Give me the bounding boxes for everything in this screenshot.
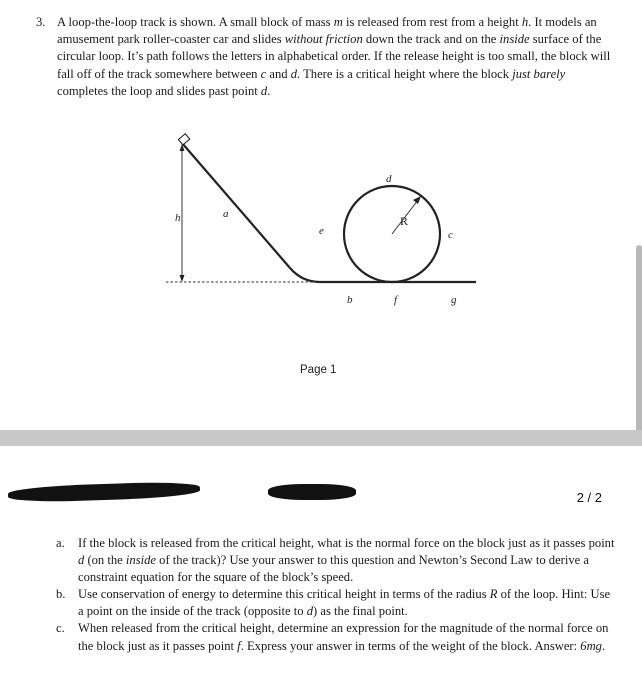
part-label: c. [56, 621, 65, 636]
label-f: f [394, 294, 398, 306]
vertical-scrollbar[interactable] [636, 245, 642, 445]
question-part-a [56, 535, 616, 586]
label-d: d [386, 173, 392, 185]
question-part-b [56, 586, 616, 620]
part-text: If the block is released from the critical height, what is the normal force on the block just as it passes point d (on the inside of the track)? Use your answer to this question and Newton’s Second Law to derive a constraint equation for the square of the block’s speed. [78, 536, 615, 585]
label-h: h [175, 212, 181, 224]
problem-number: 3. [36, 15, 46, 29]
part-label: a. [56, 536, 65, 550]
page-number: 2 / 2 [576, 490, 602, 505]
block-icon [178, 134, 189, 145]
question-parts [56, 535, 616, 655]
page-label: Page 1 [300, 364, 337, 376]
part-text: When released from the critical height, determine an expression for the magnitude of the normal force on the block just as it passes point f. Express your answer in terms of the weight of the block. Answer: 6mg. [78, 621, 609, 653]
label-a: a [223, 208, 229, 220]
problem-text: A loop-the-loop track is shown. A small block of mass m is released from rest from a height h. It models an amusement park roller-coaster car and slides without friction down the track and on the inside surface of the circular loop. It’s path follows the letters in alphabetical order. If the release height is too small, the block will fall off of the track somewhere between c and d. There is a critical height where the block just barely completes the loop and slides past point d. [57, 15, 611, 98]
loop-track-figure [150, 130, 490, 320]
problem-statement [36, 14, 611, 100]
redaction-scribble [8, 481, 200, 504]
label-b: b [347, 294, 353, 306]
radius-arrowhead [413, 196, 421, 204]
ramp-line [182, 143, 290, 268]
part-text: Use conservation of energy to determine this critical height in terms of the radius R of the loop. Hint: Use a point on the inside of the track (opposite to d) as the final point. [78, 587, 611, 619]
height-arrow-bottom [180, 275, 185, 282]
label-g: g [451, 294, 457, 306]
question-part-c [56, 620, 616, 654]
page-separator [0, 430, 642, 446]
redaction-scribble [268, 484, 356, 500]
pdf-page-2 [0, 446, 642, 700]
label-c: c [448, 229, 453, 241]
label-e: e [319, 225, 324, 237]
ramp-curve [290, 268, 476, 282]
label-R: R [400, 214, 409, 228]
part-label: b. [56, 587, 66, 602]
